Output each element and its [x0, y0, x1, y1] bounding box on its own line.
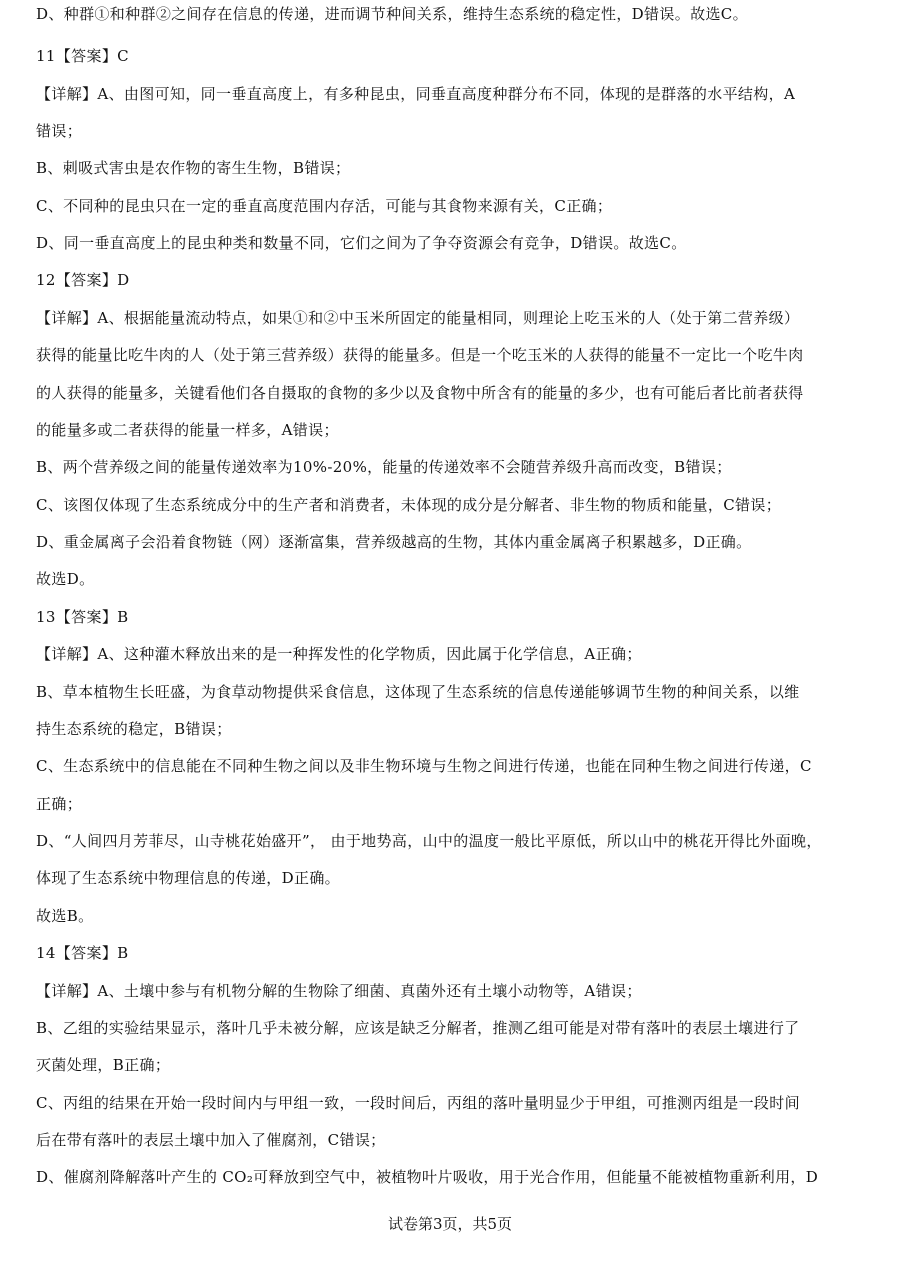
text-line: 体现了生态系统中物理信息的传递，D正确。: [36, 869, 341, 887]
text-line: 故选B。: [36, 907, 94, 925]
text-line: 后在带有落叶的表层土壤中加入了催腐剂，C错误；: [36, 1131, 386, 1149]
text-line: 错误；: [36, 122, 83, 140]
text-line: B、草本植物生长旺盛，为食草动物提供采食信息，这体现了生态系统的信息传递能够调节生物的种间关系，以维: [36, 683, 800, 701]
text-line: 获得的能量比吃牛肉的人（处于第三营养级）获得的能量多。但是一个吃玉米的人获得的能量不一定比一个吃牛肉: [36, 346, 804, 364]
text-line: C、生态系统中的信息能在不同种生物之间以及非生物环境与生物之间进行传递，也能在同种生物之间进行传递，C: [36, 757, 812, 775]
text-line: 【详解】A、由图可知，同一垂直高度上，有多种昆虫，同垂直高度种群分布不同，体现的是群落的水平结构，A: [36, 85, 796, 103]
text-line: B、刺吸式害虫是农作物的寄生生物，B错误；: [36, 159, 351, 177]
text-line: C、不同种的昆虫只在一定的垂直高度范围内存活，可能与其食物来源有关，C正确；: [36, 197, 613, 215]
answer-heading: 14【答案】B: [36, 944, 129, 962]
text-line: B、两个营养级之间的能量传递效率为10%-20%，能量的传递效率不会随营养级升高而改变，B错误；: [36, 458, 732, 476]
page-footer: 试卷第3页，共5页: [387, 1215, 513, 1233]
text-line: D、“人间四月芳菲尽，山寺桃花始盛开”， 由于地势高，山中的温度一般比平原低，所以山中的桃花开得比外面晚，: [36, 832, 822, 850]
text-line: D、同一垂直高度上的昆虫种类和数量不同，它们之间为了争夺资源会有竞争，D错误。故选C。: [36, 234, 687, 252]
text-line: C、该图仅体现了生态系统成分中的生产者和消费者，未体现的成分是分解者、非生物的物质和能量，C错误；: [36, 496, 782, 514]
text-line: 的人获得的能量多，关键看他们各自摄取的食物的多少以及食物中所含有的能量的多少，也有可能后者比前者获得: [36, 384, 804, 402]
text-line: 持生态系统的稳定，B错误；: [36, 720, 232, 738]
text-line: C、丙组的结果在开始一段时间内与甲组一致，一段时间后，丙组的落叶量明显少于甲组，可推测丙组是一段时间: [36, 1094, 800, 1112]
text-line: D、种群①和种群②之间存在信息的传递，进而调节种间关系，维持生态系统的稳定性，D错误。故选C。: [36, 5, 748, 23]
text-line: 故选D。: [36, 570, 95, 588]
text-line: D、重金属离子会沿着食物链（网）逐渐富集，营养级越高的生物，其体内重金属离子积累越多，D正确。: [36, 533, 752, 551]
answer-heading: 13【答案】B: [36, 608, 129, 626]
text-line: B、乙组的实验结果显示，落叶几乎未被分解，应该是缺乏分解者，推测乙组可能是对带有落叶的表层土壤进行了: [36, 1019, 800, 1037]
answer-heading: 12【答案】D: [36, 271, 130, 289]
text-line: 正确；: [36, 795, 83, 813]
text-line: 灭菌处理，B正确；: [36, 1056, 171, 1074]
answer-heading: 11【答案】C: [36, 47, 130, 65]
text-line: 的能量多或二者获得的能量一样多，A错误；: [36, 421, 339, 439]
text-line: 【详解】A、土壤中参与有机物分解的生物除了细菌、真菌外还有土壤小动物等，A错误；: [36, 982, 642, 1000]
text-line: 【详解】A、这种灌木释放出来的是一种挥发性的化学物质，因此属于化学信息，A正确；: [36, 645, 642, 663]
text-line: 【详解】A、根据能量流动特点，如果①和②中玉米所固定的能量相同，则理论上吃玉米的人（处于第二营养级）: [36, 309, 800, 327]
text-line: D、催腐剂降解落叶产生的 CO₂可释放到空气中，被植物叶片吸收，用于光合作用，但能量不能被植物重新利用，D: [36, 1168, 819, 1186]
